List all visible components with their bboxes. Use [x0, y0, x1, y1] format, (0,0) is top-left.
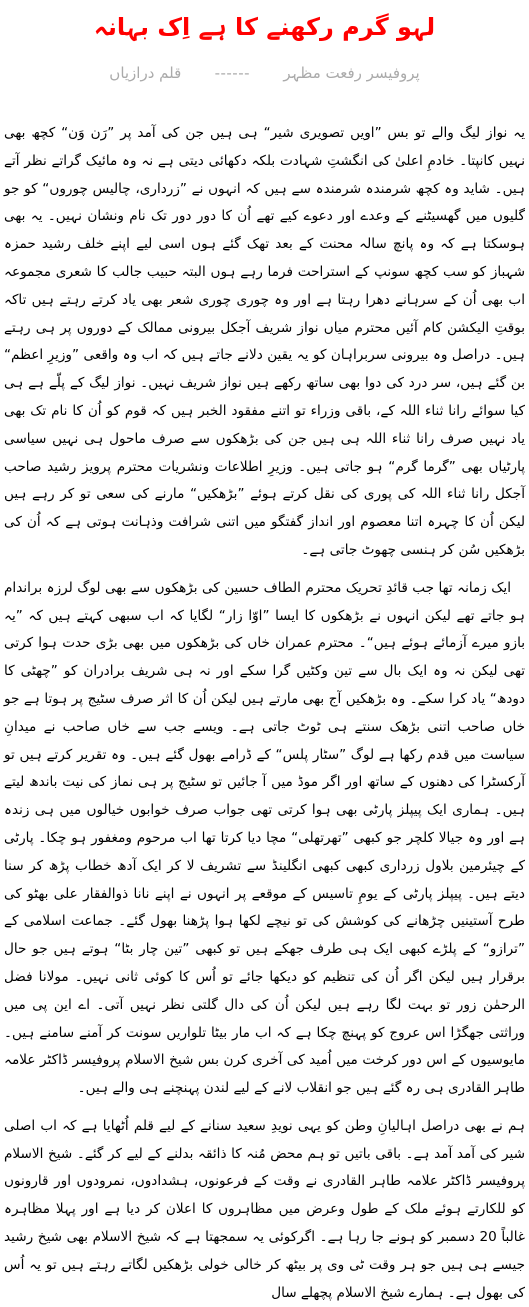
author-name: پروفیسر رفعت مظہر [283, 64, 420, 82]
article-body [4, 120, 525, 1307]
article-title: لہو گرم رکھنے کا ہے اِک بہانہ [93, 13, 436, 41]
article-paragraph: ایک زمانہ تھا جب قائدِ تحریک محترم الطاف حسین کی بڑھکوں سے بھی لوگ لرزہ براندام ہو جاتے تھے لیکن انہوں نے بڑھکوں کا ایسا ”اوّا زار“ لگایا کہ اب سبھی کہتے ہیں کہ ”یہ بازو میرے آزمائے ہوئے ہیں“۔ محترم عمران خاں کی بڑھکوں میں بھی بڑی حدت ہوا کرتی تھی لیکن نہ وہ ایک بال سے تین وکٹیں گرا سکے اور نہ ہی شریف برادران کو ”چھٹی کا دودھ“ یاد کرا سکے۔ وہ بڑھکیں آج بھی مارتے ہیں لیکن اُن کا اثر صرف سٹیج پر ہوتا ہے جو خاں صاحب اتنی بڑھک سنتے ہی ٹوٹ جاتی ہے۔ ویسے جب سے خاں صاحب نے میدانِ سیاست میں قدم رکھا ہے لوگ ”سٹار پلس“ کے ڈرامے بھول گئے ہیں۔ وہ تقریر کرتے ہیں تو آرکسٹرا کی دھنوں کے ساتھ اور اگر موڈ میں آ جائیں تو سٹیج پر ہی نماز کی نیت باندھ لیتے ہیں۔ ہماری ایک پیپلز پارٹی بھی ہوا کرتی تھی جواب صرف خوابوں خیالوں میں ہی زندہ ہے اور وہ جیالا کلچر جو کبھی ”تھرتھلی“ مچا دیا کرتا تھا اب مرحوم ومغفور ہو چکا۔ پارٹی کے چیئرمین بلاول زرداری کبھی کبھی انگلینڈ سے تشریف لا کر ایک آدھ خطاب پڑھ کر سنا دیتے ہیں۔ پیپلز پارٹی کے یومِ تاسیس کے موقعے پر انہوں نے اپنے نانا ذوالفقار علی بھٹو کی طرح آستینیں چڑھانے کی کوشش کی تو نیچے لکھا ہوا پڑھنا بھول گئے۔ جماعت اسلامی کے ”ترازو“ کے پلڑے کبھی ایک ہی طرف جھکے ہیں تو کبھی ”تین چار بٹا“ ہوتے ہیں جو حال برقرار ہیں لیکن اگر اُن کی تنظیم کو دیکھا جائے تو اُس کا کوئی ثانی نہیں۔ مولانا فضل الرحمٰن زور تو بہت لگا رہے ہیں لیکن اُن کی دال گلتی نظر نہیں آتی۔ اے این پی میں وراثتی جھگڑا اس عروج کو پہنچ چکا ہے کہ اب مار بیٹا تلواریں سونت کر آمنے سامنے ہیں۔ مایوسیوں کے اس دور کرخت میں اُمید کی آخری کرن بس شیخ الاسلام پروفیسر ڈاکٹر علامہ طاہر القادری ہی رہ گئے ہیں جو انقلاب لانے کے لیے لندن پہنچنے ہی والے ہیں۔ [4, 579, 525, 1097]
byline-separator: ------ [214, 64, 251, 82]
article-paragraph: ہم نے بھی دراصل اہالیانِ وطن کو یہی نویدِ سعید سنانے کے لیے قلم اُٹھایا ہے کہ اب اصلی شیر کی آمد آمد ہے۔ باقی باتیں تو ہم محض مُنہ کا ذائقہ بدلنے کے لیے کر گئے۔ شیخ الاسلام پروفیسر ڈاکٹر علامہ طاہر القادری نے وقت کے فرعونوں، ہشدادوں، نمرودوں اور قارونوں کو للکارتے ہوئے ملک کے طول وعرض میں مظاہروں کا اعلان کر دیا ہے اور پہلا مظاہرہ غالباً 20 دسمبر کو ہونے جا رہا ہے۔ اگرکوئی یہ سمجھتا ہے کہ شیخ الاسلام بھی شیخ رشید جیسے ہی ہیں جو ہر وقت ٹی وی پر بیٹھ کر خالی خولی بڑھکیں لگاتے رہتے ہیں تو یہ اُس کی بھول ہے۔ ہمارے شیخ الاسلام پچھلے سال [4, 1117, 525, 1301]
byline [4, 62, 525, 84]
column-name: قلم درازیاں [109, 64, 182, 82]
article-paragraph: یہ نواز لیگ والے تو بس ”اویں تصویری شیر“ ہی ہیں جن کی آمد پر ”رَن وَن“ کچھ بھی نہیں کانپتا۔ خادمِ اعلیٰ کی انگشتِ شہادت بلکہ دکھائی دیتی ہے نہ وہ مائیک گراتے نظر آتے ہیں۔ شاید وہ کچھ شرمندہ شرمندہ سے ہیں کہ انہوں نے ”زرداری، چالیس چوروں“ کو جو گلیوں میں گھسیٹنے کے وعدے اور دعوے کیے تھے اُن کا دور دور تک نام ونشان نہیں۔ یہ بھی ہوسکتا ہے کہ وہ پانچ سالہ محنت کے بعد تھک گئے ہوں اسی لیے اپنے خلف رشید حمزہ شہباز کو سب کچھ سونپ کے استراحت فرما رہے ہوں البتہ حبیب جالب کا شعری مجموعہ اب بھی اُن کے سرہانے دھرا رہتا ہے اور وہ چوری چوری شعر بھی یاد کرتے رہتے ہیں تاکہ بوقتِ الیکشن کام آئیں محترم میاں نواز شریف آجکل بیرونی ممالک کے دوروں پر ہی رہتے ہیں۔ دراصل وہ بیرونی سربراہان کو یہ یقین دلانے جاتے ہیں کہ اب وہ واقعی ”وزیرِ اعظم“ بن گئے ہیں، سر درد کی دوا بھی ساتھ رکھے ہیں نواز شریف نہیں۔ نواز لیگ کے پلّے ہے ہی کیا سوائے رانا ثناء اللہ کے، باقی وزراء تو اتنے مفقود الخبر ہیں کہ قوم کو اُن کا نام تک بھی یاد نہیں صرف رانا ثناء اللہ ہی ہیں جن کی بڑھکوں سے صرف ماحول ہی نہیں سیاسی پارٹیاں بھی ”گرما گرم“ ہو جاتی ہیں۔ وزیرِ اطلاعات ونشریات محترم پرویز رشید صاحب آجکل رانا ثناء اللہ کی پوری کی نقل کرتے ہوئے ”بڑھکیں“ مارنے کی سعی تو کر رہے ہیں لیکن اُن کا چہرہ اتنا معصوم اور انداز گفتگو میں اتنی شرافت وذہانت ہوتی ہے کہ اُن کی بڑھکیں سُن کر ہنسی چھوٹ جاتی ہے۔ [4, 125, 525, 558]
